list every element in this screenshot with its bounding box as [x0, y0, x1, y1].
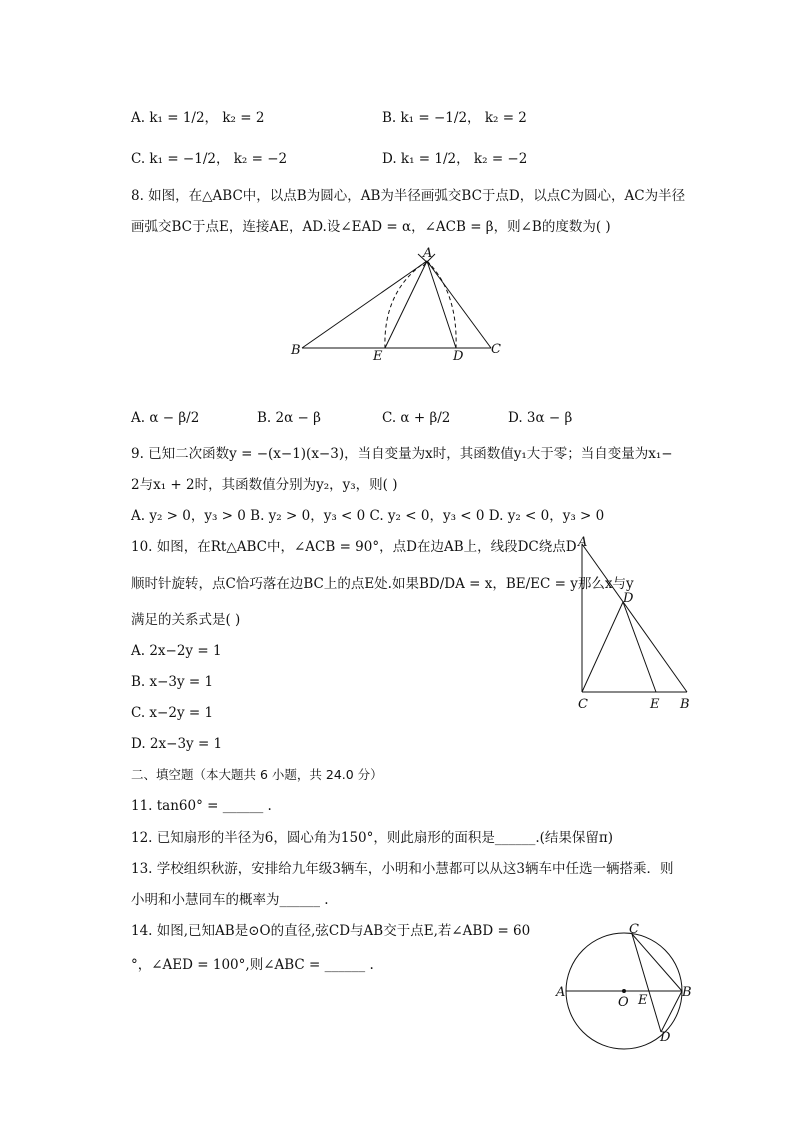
q10-seg-dc [582, 602, 623, 692]
q8-label-a: A [423, 246, 433, 261]
q10-option-d: D. 2x−3y = 1 [131, 736, 223, 752]
q14-label-a: A [556, 985, 566, 1000]
q10-option-a: A. 2x−2y = 1 [131, 643, 222, 659]
q8-option-b: B. 2α − β [257, 410, 321, 426]
q10-label-c: C [578, 697, 588, 712]
q8-triangle-figure [285, 242, 510, 367]
q8-option-d: D. 3α − β [508, 410, 573, 426]
q10-label-b: B [680, 697, 690, 712]
q12: 12. 已知扇形的半径为6，圆心角为150°，则此扇形的面积是______.(结果保留π) [131, 830, 614, 846]
q10-label-d: D [623, 591, 634, 606]
q13-line1: 13. 学校组织秋游，安排给九年级3辆车，小明和小慧都可以从这3辆车中任选一辆搭乘．则 [131, 861, 674, 877]
q8-label-b: B [291, 343, 301, 358]
q8-label-e: E [373, 349, 383, 364]
q14-line1: 14. 如图,已知AB是⊙O的直径,弦CD与AB交于点E,若∠ABD = 60 [131, 923, 531, 939]
q11: 11. tan60° = ______ . [131, 798, 272, 814]
q14-line2: °，∠AED = 100°,则∠ABC = ______ . [131, 957, 374, 973]
q10-option-c: C. x−2y = 1 [131, 705, 214, 721]
q14-center-dot [622, 989, 626, 993]
q10-seg-de [623, 602, 656, 692]
q10-seg-ab [582, 544, 687, 692]
q10-stem-line3: 满足的关系式是( ) [131, 612, 241, 628]
q8-option-a: A. α − β/2 [131, 410, 200, 426]
q7-option-d: D. k₁ = 1/2， k₂ = −2 [382, 151, 528, 167]
q10-right-triangle-figure [570, 532, 700, 712]
q8-seg-ac [427, 261, 491, 348]
q10-stem-line2: 顺时针旋转，点C恰巧落在边BC上的点E处.如果BD/DA = x，BE/EC = y那么x与y [131, 576, 634, 592]
q8-option-c: C. α + β/2 [382, 410, 451, 426]
q8-stem-line2: 画弧交BC于点E，连接AE，AD.设∠EAD = α，∠ACB = β，则∠B的度数为( ) [131, 219, 611, 235]
q14-circle-figure [552, 920, 702, 1050]
q14-label-b: B [682, 985, 692, 1000]
q7-option-b: B. k₁ = −1/2， k₂ = 2 [382, 110, 527, 126]
q8-label-d: D [453, 349, 464, 364]
q10-label-e: E [650, 697, 660, 712]
q14-chord-cd [632, 934, 661, 1032]
q7-option-c: C. k₁ = −1/2， k₂ = −2 [131, 151, 288, 167]
q8-label-c: C [491, 342, 501, 357]
q7-option-a: A. k₁ = 1/2， k₂ = 2 [131, 110, 265, 126]
q9-stem-line2: 2与x₁ + 2时，其函数值分别为y₂，y₃，则( ) [131, 477, 398, 493]
q9-options: A. y₂ > 0，y₃ > 0 B. y₂ > 0，y₃ < 0 C. y₂ < 0，y₃ < 0 D. y₂ < 0，y₃ > 0 [131, 508, 605, 524]
section-2-heading: 二、填空题（本大题共 6 小题，共 24.0 分） [131, 767, 383, 782]
q10-stem-line1: 10. 如图，在Rt△ABC中，∠ACB = 90°，点D在边AB上，线段DC绕点D [131, 539, 577, 555]
q14-label-d: D [660, 1030, 671, 1045]
q14-chord-bd [661, 991, 682, 1032]
q14-label-e: E [638, 993, 648, 1008]
q14-label-o: O [618, 995, 629, 1010]
q10-label-a: A [578, 535, 588, 550]
q14-label-c: C [629, 922, 639, 937]
q13-line2: 小明和小慧同车的概率为______ . [131, 892, 329, 908]
q10-option-b: B. x−3y = 1 [131, 674, 214, 690]
q9-stem-line1: 9. 已知二次函数y = −(x−1)(x−3)，当自变量为x时，其函数值y₁大于零；当自变量为x₁− [131, 446, 673, 462]
q8-stem-line1: 8. 如图，在△ABC中，以点B为圆心，AB为半径画弧交BC于点D，以点C为圆心，AC为半径 [131, 188, 686, 204]
q8-seg-ab [302, 261, 427, 348]
